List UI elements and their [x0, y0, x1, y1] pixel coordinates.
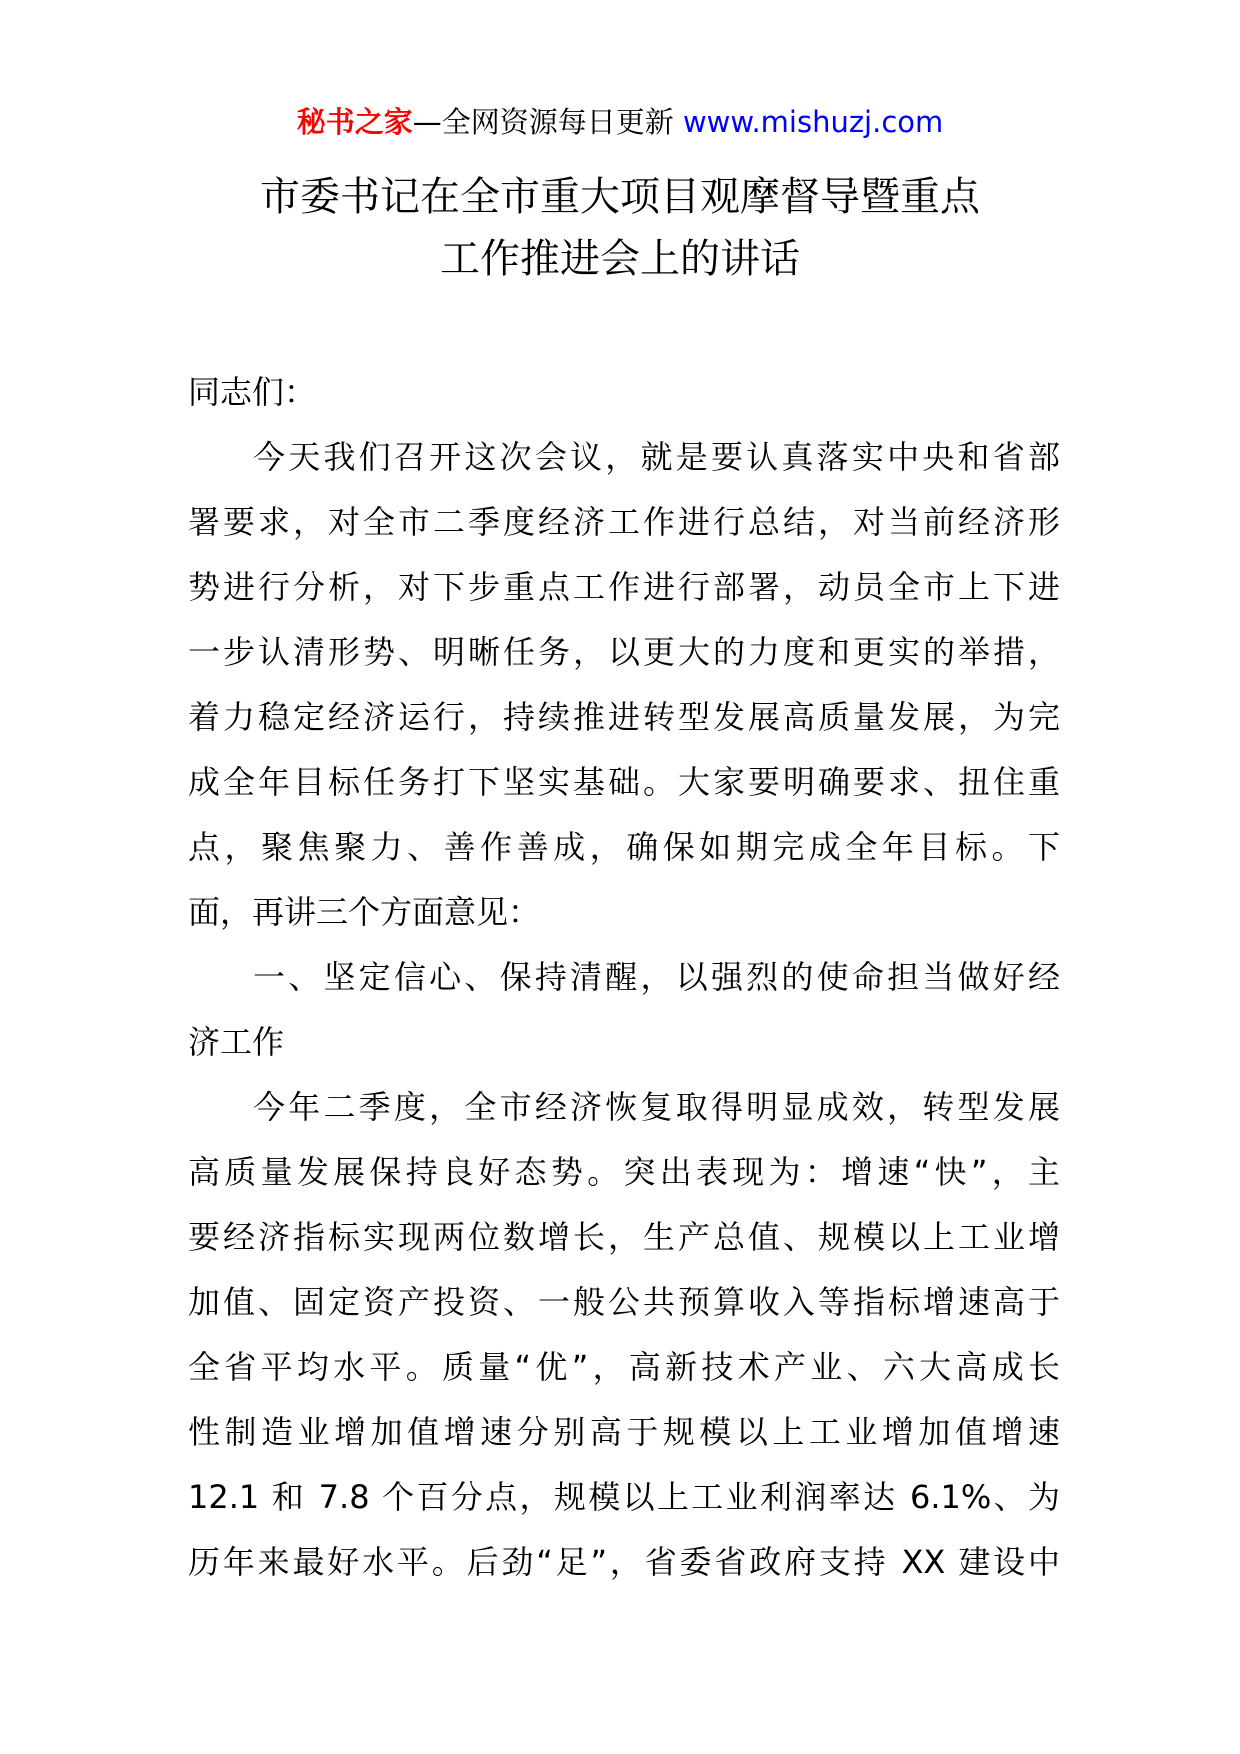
- brand-name: 秘书之家: [296, 105, 413, 139]
- paragraph-line: 性制造业增加值增速分别高于规模以上工业增加值增速: [188, 1413, 1060, 1451]
- paragraph-line: 一步认清形势、明晰任务，以更大的力度和更实的举措，: [188, 633, 1060, 671]
- site-header: [0, 102, 1240, 142]
- document-body: [188, 360, 1060, 1595]
- site-tagline: —全网资源每日更新: [412, 105, 674, 139]
- paragraph-line: 全省平均水平。质量“优”，高新技术产业、六大高成长: [188, 1348, 1060, 1386]
- salutation: 同志们：: [188, 373, 317, 411]
- paragraph-line: 加值、固定资产投资、一般公共预算收入等指标增速高于: [188, 1283, 1060, 1321]
- paragraph-line: 着力稳定经济运行，持续推进转型发展高质量发展，为完: [188, 698, 1060, 736]
- paragraph-line: 势进行分析，对下步重点工作进行部署，动员全市上下进: [188, 568, 1060, 606]
- paragraph-line: 面，再讲三个方面意见：: [188, 893, 541, 931]
- section-heading: [188, 945, 1060, 1075]
- paragraph-line: 今天我们召开这次会议，就是要认真落实中央和省部: [253, 438, 1060, 476]
- paragraph-line: 今年二季度，全市经济恢复取得明显成效，转型发展: [253, 1088, 1060, 1126]
- title-line: 市委书记在全市重大项目观摩督导暨重点: [260, 174, 980, 220]
- paragraph-line: 署要求，对全市二季度经济工作进行总结，对当前经济形: [188, 503, 1060, 541]
- section-heading-line: 济工作: [188, 1023, 285, 1061]
- document-title: [150, 166, 1090, 290]
- paragraph-line: 12.1 和 7.8 个百分点，规模以上工业利润率达 6.1%、为: [188, 1478, 1060, 1516]
- paragraph-line: 历年来最好水平。后劲“足”，省委省政府支持 XX 建设中: [188, 1543, 1060, 1581]
- site-link[interactable]: www.mishuzj.com: [682, 105, 944, 139]
- paragraph-economy: [188, 1075, 1060, 1595]
- paragraph-line: 点，聚焦聚力、善作善成，确保如期完成全年目标。下: [188, 828, 1060, 866]
- paragraph-line: 成全年目标任务打下坚实基础。大家要明确要求、扭住重: [188, 763, 1060, 801]
- paragraph-line: 要经济指标实现两位数增长，生产总值、规模以上工业增: [188, 1218, 1060, 1256]
- paragraph-intro: [188, 425, 1060, 945]
- title-line: 工作推进会上的讲话: [440, 236, 800, 282]
- paragraph-line: 高质量发展保持良好态势。突出表现为：增速“快”，主: [188, 1153, 1060, 1191]
- section-heading-line: 一、坚定信心、保持清醒，以强烈的使命担当做好经: [253, 958, 1060, 996]
